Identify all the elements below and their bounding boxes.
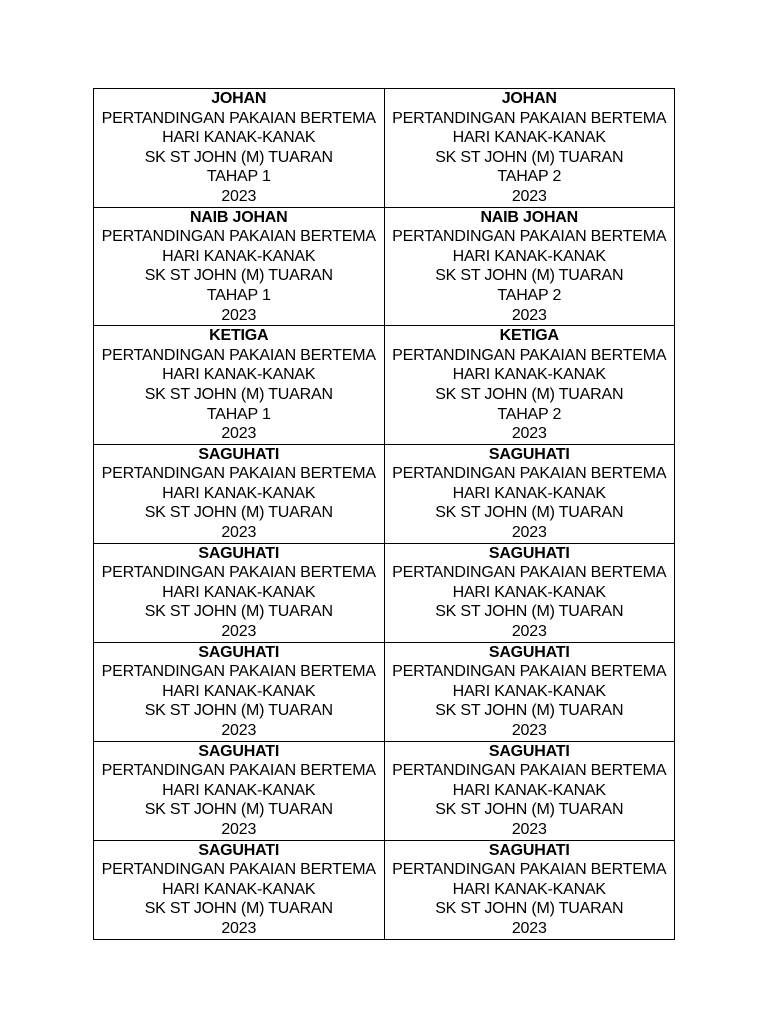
competition-name: PERTANDINGAN PAKAIAN BERTEMA: [392, 346, 667, 364]
award-title: SAGUHATI: [198, 643, 280, 661]
tahap-level: TAHAP 2: [497, 168, 562, 186]
event-name: HARI KANAK-KANAK: [452, 247, 606, 265]
year: 2023: [511, 306, 547, 324]
year: 2023: [511, 524, 547, 542]
label-cell-saguhati: [384, 840, 675, 939]
table-row: [94, 207, 675, 326]
school-name: SK ST JOHN (M) TUARAN: [435, 603, 624, 621]
school-name: SK ST JOHN (M) TUARAN: [435, 702, 624, 720]
award-title: SAGUHATI: [198, 841, 280, 859]
school-name: SK ST JOHN (M) TUARAN: [435, 148, 624, 166]
label-cell-saguhati: [94, 741, 385, 840]
label-cell-saguhati: [94, 840, 385, 939]
competition-name: PERTANDINGAN PAKAIAN BERTEMA: [392, 861, 667, 879]
year: 2023: [221, 820, 257, 838]
award-title: SAGUHATI: [488, 544, 570, 562]
label-cell-johan-tahap-2: [384, 89, 675, 208]
year: 2023: [511, 623, 547, 641]
school-name: SK ST JOHN (M) TUARAN: [144, 504, 333, 522]
year: 2023: [221, 524, 257, 542]
event-name: HARI KANAK-KANAK: [452, 583, 606, 601]
competition-name: PERTANDINGAN PAKAIAN BERTEMA: [392, 228, 667, 246]
event-name: HARI KANAK-KANAK: [452, 682, 606, 700]
table-row: [94, 642, 675, 741]
school-name: SK ST JOHN (M) TUARAN: [435, 385, 624, 403]
school-name: SK ST JOHN (M) TUARAN: [144, 267, 333, 285]
label-cell-saguhati: [94, 543, 385, 642]
year: 2023: [511, 722, 547, 739]
table-row: [94, 543, 675, 642]
year: 2023: [511, 187, 547, 205]
award-title: JOHAN: [211, 90, 267, 107]
year: 2023: [221, 425, 257, 443]
event-name: HARI KANAK-KANAK: [452, 366, 606, 384]
school-name: SK ST JOHN (M) TUARAN: [144, 385, 333, 403]
year: 2023: [221, 623, 257, 641]
competition-name: PERTANDINGAN PAKAIAN BERTEMA: [101, 861, 376, 879]
tahap-level: TAHAP 1: [206, 405, 271, 423]
label-cell-naib-johan-tahap-2: [384, 207, 675, 326]
competition-name: PERTANDINGAN PAKAIAN BERTEMA: [392, 465, 667, 483]
tahap-level: TAHAP 2: [497, 286, 562, 304]
event-name: HARI KANAK-KANAK: [162, 583, 316, 601]
school-name: SK ST JOHN (M) TUARAN: [144, 900, 333, 918]
award-title: SAGUHATI: [198, 742, 280, 760]
competition-name: PERTANDINGAN PAKAIAN BERTEMA: [101, 465, 376, 483]
award-title: NAIB JOHAN: [189, 208, 288, 226]
year: 2023: [511, 820, 547, 838]
award-title: SAGUHATI: [488, 643, 570, 661]
event-name: HARI KANAK-KANAK: [162, 366, 316, 384]
event-name: HARI KANAK-KANAK: [162, 484, 316, 502]
school-name: SK ST JOHN (M) TUARAN: [435, 900, 624, 918]
award-title: SAGUHATI: [488, 841, 570, 859]
competition-name: PERTANDINGAN PAKAIAN BERTEMA: [101, 663, 376, 681]
competition-name: PERTANDINGAN PAKAIAN BERTEMA: [101, 228, 376, 246]
award-title: SAGUHATI: [488, 445, 570, 463]
table-row: [94, 326, 675, 445]
competition-name: PERTANDINGAN PAKAIAN BERTEMA: [392, 564, 667, 582]
table-row: [94, 444, 675, 543]
school-name: SK ST JOHN (M) TUARAN: [435, 267, 624, 285]
event-name: HARI KANAK-KANAK: [452, 880, 606, 898]
year: 2023: [221, 919, 257, 937]
event-name: HARI KANAK-KANAK: [162, 880, 316, 898]
year: 2023: [221, 187, 257, 205]
label-cell-saguhati: [384, 543, 675, 642]
school-name: SK ST JOHN (M) TUARAN: [435, 801, 624, 819]
award-title: JOHAN: [501, 90, 557, 107]
school-name: SK ST JOHN (M) TUARAN: [144, 603, 333, 621]
event-name: HARI KANAK-KANAK: [162, 781, 316, 799]
award-title: SAGUHATI: [198, 544, 280, 562]
event-name: HARI KANAK-KANAK: [452, 129, 606, 147]
table-row: [94, 89, 675, 208]
competition-name: PERTANDINGAN PAKAIAN BERTEMA: [392, 762, 667, 780]
certificate-label-table: [93, 88, 675, 940]
competition-name: PERTANDINGAN PAKAIAN BERTEMA: [101, 762, 376, 780]
school-name: SK ST JOHN (M) TUARAN: [144, 801, 333, 819]
event-name: HARI KANAK-KANAK: [162, 682, 316, 700]
year: 2023: [221, 306, 257, 324]
table-row: [94, 840, 675, 939]
school-name: SK ST JOHN (M) TUARAN: [144, 148, 333, 166]
label-cell-johan-tahap-1: [94, 89, 385, 208]
label-cell-naib-johan-tahap-1: [94, 207, 385, 326]
year: 2023: [221, 722, 257, 739]
year: 2023: [511, 425, 547, 443]
label-cell-saguhati: [384, 444, 675, 543]
competition-name: PERTANDINGAN PAKAIAN BERTEMA: [392, 663, 667, 681]
award-title: SAGUHATI: [198, 445, 280, 463]
label-cell-ketiga-tahap-2: [384, 326, 675, 445]
tahap-level: TAHAP 2: [497, 405, 562, 423]
year: 2023: [511, 919, 547, 937]
award-title: NAIB JOHAN: [480, 208, 579, 226]
award-title: SAGUHATI: [488, 742, 570, 760]
label-cell-saguhati: [384, 642, 675, 741]
competition-name: PERTANDINGAN PAKAIAN BERTEMA: [101, 109, 376, 127]
label-cell-ketiga-tahap-1: [94, 326, 385, 445]
school-name: SK ST JOHN (M) TUARAN: [144, 702, 333, 720]
school-name: SK ST JOHN (M) TUARAN: [435, 504, 624, 522]
tahap-level: TAHAP 1: [206, 286, 271, 304]
event-name: HARI KANAK-KANAK: [452, 484, 606, 502]
competition-name: PERTANDINGAN PAKAIAN BERTEMA: [101, 564, 376, 582]
label-cell-saguhati: [384, 741, 675, 840]
tahap-level: TAHAP 1: [206, 168, 271, 186]
competition-name: PERTANDINGAN PAKAIAN BERTEMA: [101, 346, 376, 364]
label-cell-saguhati: [94, 444, 385, 543]
label-cell-saguhati: [94, 642, 385, 741]
table-row: [94, 741, 675, 840]
event-name: HARI KANAK-KANAK: [452, 781, 606, 799]
award-title: KETIGA: [209, 327, 269, 345]
competition-name: PERTANDINGAN PAKAIAN BERTEMA: [392, 109, 667, 127]
event-name: HARI KANAK-KANAK: [162, 129, 316, 147]
award-title: KETIGA: [499, 327, 559, 345]
event-name: HARI KANAK-KANAK: [162, 247, 316, 265]
